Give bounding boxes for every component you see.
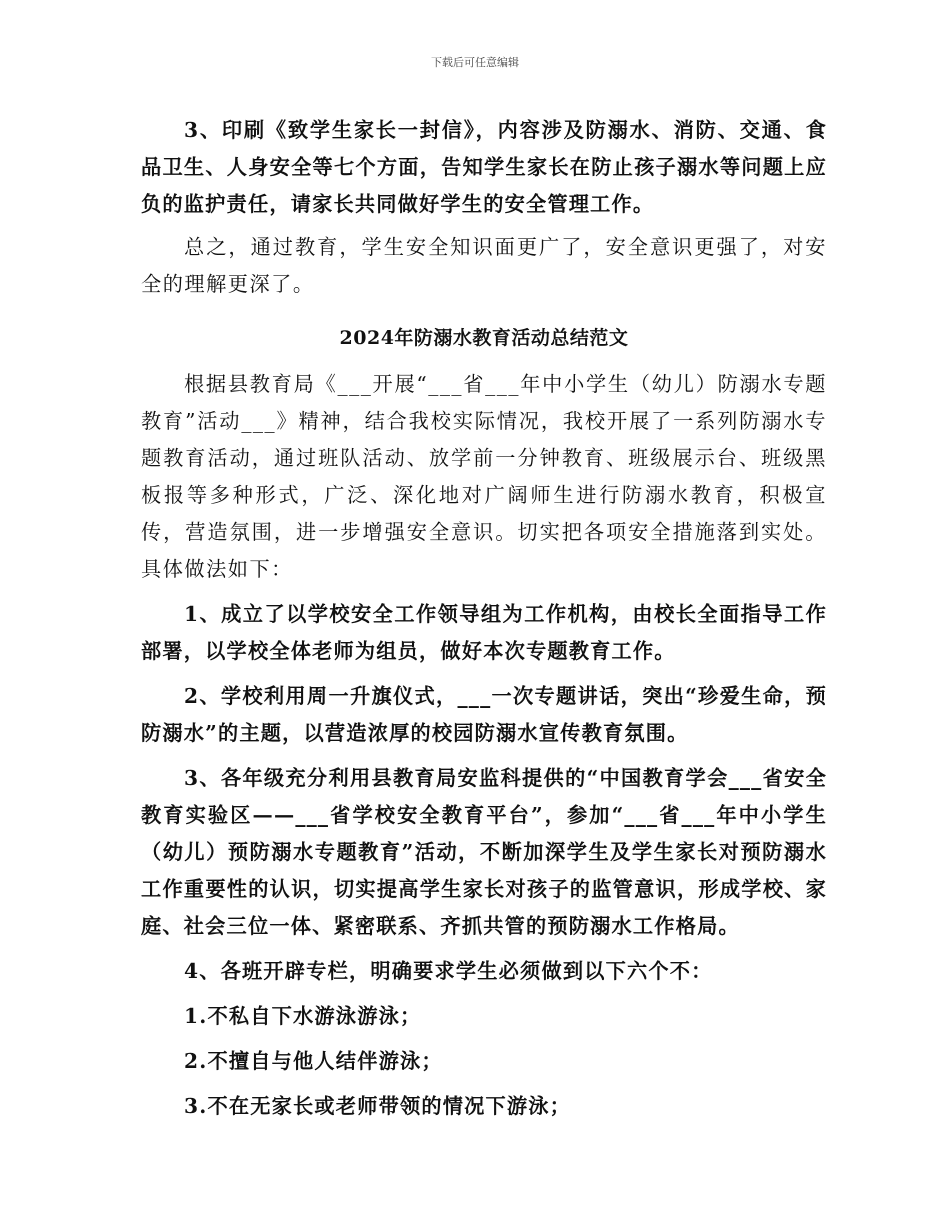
rule-item-2: 2.不擅自与他人结伴游泳； [184,1049,443,1073]
document-body [141,112,827,1125]
rule-item-1: 1.不私自下水游泳游泳； [184,1004,422,1028]
paragraph-item-3: 3、各年级充分利用县教育局安监科提供的“中国教育学会___省安全教育实验区——___省学校安全教育平台”，参加“___省___年中小学生（幼儿）预防溺水专题教育”活动，不断加深学生及学生家长对预防溺水工作重要性的认识，切实提高学生家长对孩子的监管意识，形成学校、家庭、社会三位一体、紧密联系、齐抓共管的预防溺水工作格局。 [141,766,827,938]
paragraph-intro: 根据县教育局《___开展“___省___年中小学生（幼儿）防溺水专题教育”活动___》精神，结合我校实际情况，我校开展了一系列防溺水专题教育活动，通过班队活动、放学前一分钟教育、班级展示台、班级黑板报等多种形式，广泛、深化地对广阔师生进行防溺水教育，积极宣传，营造氛围，进一步增强安全意识。切实把各项安全措施落到实处。具体做法如下： [141,372,827,581]
paragraph-item-4: 4、各班开辟专栏，明确要求学生必须做到以下六个不： [184,959,713,983]
paragraph-item-2: 2、学校利用周一升旗仪式，___一次专题讲话，突出“珍爱生命，预防溺水”的主题，以营造浓厚的校园防溺水宣传教育氛围。 [141,684,827,745]
paragraph-item-1: 1、成立了以学校安全工作领导组为工作机构，由校长全面指导工作部署，以学校全体老师为组员，做好本次专题教育工作。 [141,602,827,663]
rule-item-3: 3.不在无家长或老师带领的情况下游泳； [184,1094,572,1118]
paragraph-print-letter: 3、印刷《致学生家长一封信》，内容涉及防溺水、消防、交通、食品卫生、人身安全等七个方面，告知学生家长在防止孩子溺水等问题上应负的监护责任，请家长共同做好学生的安全管理工作。 [141,118,827,216]
paragraph-summary: 总之，通过教育，学生安全知识面更广了，安全意识更强了，对安全的理解更深了。 [141,235,827,296]
page-header: 下载后可任意编辑 [431,56,519,69]
document-title: 2024年防溺水教育活动总结范文 [339,327,629,349]
